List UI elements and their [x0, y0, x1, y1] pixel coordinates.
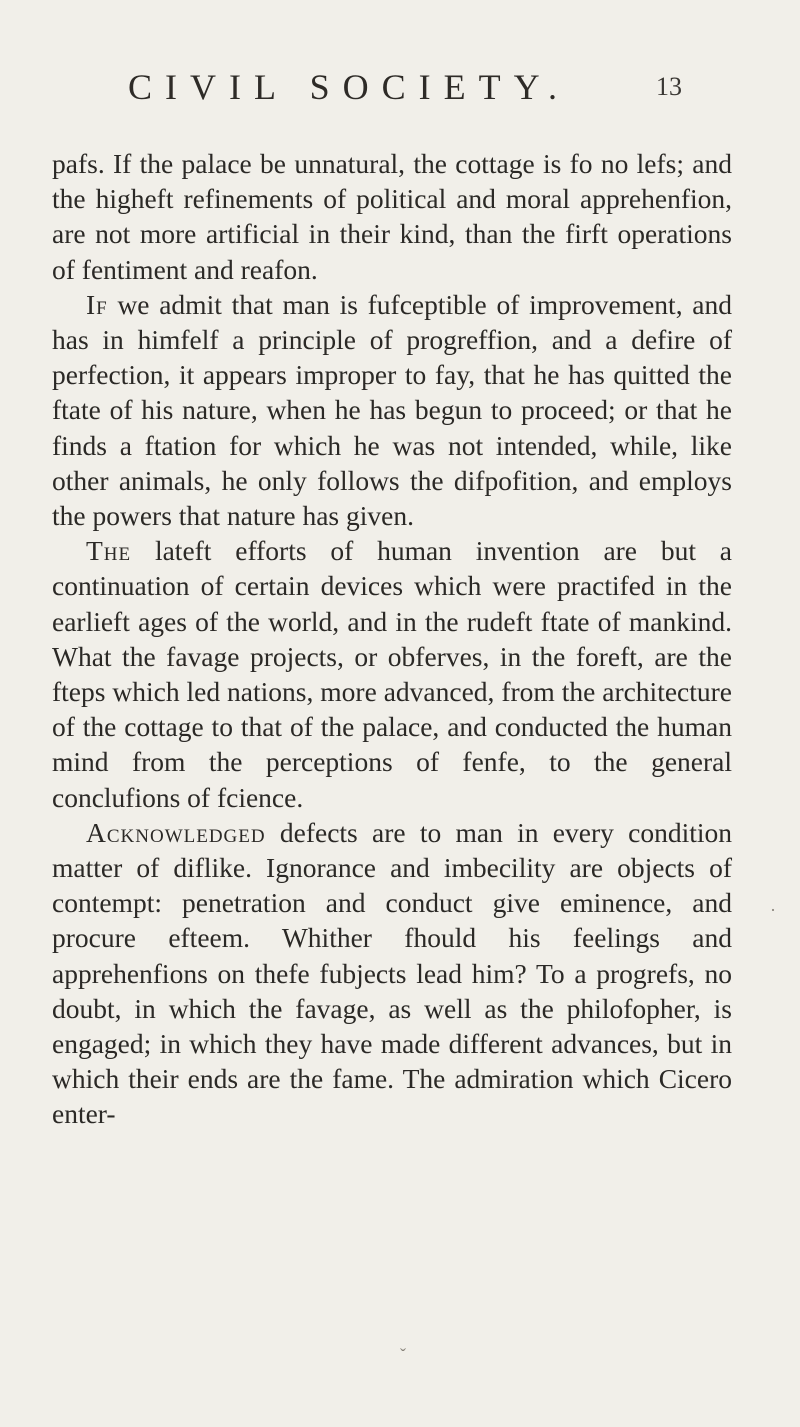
paragraph-lead: If [86, 288, 108, 320]
paragraph-text: we admit that man is fufceptible of improvement, and has in himfelf a principle of progreffion, and a defire of perfection, it appears improper to fay, that he has quitted the ftate of his nature, when he has begun to proceed; or that he finds a ftation for which he was not intended, while, like other animals, he only follows the difpofition, and employs the powers that nature has given. [52, 288, 732, 532]
paragraph-continuation [52, 146, 732, 287]
page-header [128, 66, 688, 116]
page-number: 13 [656, 72, 682, 101]
paragraph-text: lateft efforts of human invention are but a continuation of certain devices which were practifed in the earlieft ages of the world, and in the rudeft ftate of mankind. What the favage projects, or obferves, in the foreft, are the fteps which led nations, more advanced, from the architecture of the cottage to that of the palace, and conducted the human mind from the perceptions of fenfe, to the general conclufions of fcience. [52, 535, 732, 813]
body-text [52, 146, 732, 1132]
running-head: CIVIL SOCIETY. [128, 67, 570, 107]
paragraph-lead: Acknowledged [86, 816, 266, 848]
paragraph-lead: The [86, 535, 132, 567]
paragraph-defects [52, 815, 732, 1132]
paragraph-invention [52, 533, 732, 815]
footer-speck: ˇ [400, 1345, 406, 1365]
paragraph-text: pafs. If the palace be unnatural, the cottage is fo no lefs; and the higheft refinements of political and moral apprehenfion, are not more artificial in their kind, than the firft operations of fentiment and reafon. [52, 148, 732, 285]
paragraph-text: defects are to man in every condition matter of diflike. Ignorance and imbecility are objects of contempt: penetration and conduct give eminence, and procure efteem. Whither fhould his feelings and apprehenfions on thefe fubjects lead him? To a progrefs, no doubt, in which the favage, as well as the philofopher, is engaged; in which they have made different advances, but in which their ends are the fame. The admiration which Cicero enter- [52, 816, 732, 1130]
margin-speck: · [770, 900, 776, 920]
paragraph-improvement [52, 287, 732, 533]
